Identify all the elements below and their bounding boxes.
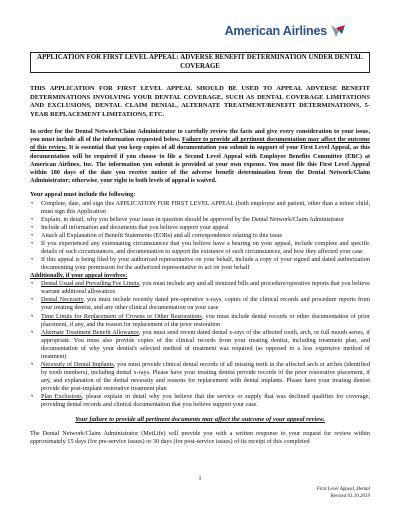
item-text: , you must include dental records or other documentation of prior placement, if any, and the reason for replacement of the prior restoration <box>41 312 370 328</box>
flight-symbol-icon <box>330 24 346 38</box>
item-term: Necessity of Dental Implants <box>41 360 114 368</box>
item-term: Alternate Treatment Benefit Allowance <box>41 328 140 336</box>
item-term: Time Limits for Replacement of Crowns or Other Restorations <box>41 312 202 320</box>
form-title-line-1: APPLICATION FOR FIRST LEVEL APPEAL: ADVERSE BENEFIT DETERMINATION UNDER DENTAL <box>37 54 363 61</box>
list-item <box>41 280 370 296</box>
footer-revision-date: Revised 01.10.2019 <box>330 493 370 499</box>
list-item: • If this appeal is being filed by your authorized representative on your behalf, include a copy of your signed and dated authorization documenting your permission for the authorized representative to act on your behalf <box>41 256 370 272</box>
footer-form-name: First Level Appeal, Dental <box>316 487 370 492</box>
item-text: , you must include any and all itemized bills and procedure/operative reports that you believe warrant additional allowances <box>41 280 370 296</box>
list-item: • Include all information and documents that you believe support your appeal <box>41 224 370 232</box>
intro-paragraph: THIS APPLICATION FOR FIRST LEVEL APPEAL SHOULD BE USED TO APPEAL ADVERSE BENEFIT DETERMINATIONS INVOLVING YOUR DENTAL COVERAGE, SUCH AS DENTAL COVERAGE LIMITATIONS AND EXCLUSIONS, DENTAL CLAIM DENIAL, ALTERNATE TREATMENT/BENEFIT DETERMINATIONS, 5-YEAR REPLACEMENT LIMITATIONS, ETC. <box>30 85 370 118</box>
american-airlines-logo <box>225 24 346 38</box>
list-item: • Complete, date, and sign this APPLICATION FOR FIRST LEVEL APPEAL (both employee and patient, other than a minor child, must sign this Application <box>41 200 370 216</box>
form-title-line-2: COVERAGE <box>180 62 220 70</box>
failure-warning: Your failure to provide all pertinent documents may affect the outcome of your appeal review. <box>75 416 325 424</box>
item-term: Dental Usual and Prevailing Fee Limits <box>41 280 140 288</box>
item-term: Plan Exclusions <box>41 393 82 401</box>
must-include-list <box>30 200 370 273</box>
instructions-paragraph <box>30 128 370 185</box>
list-item <box>41 361 370 393</box>
logo-text: American Airlines <box>224 24 327 38</box>
list-item <box>41 296 370 312</box>
item-text: , you must include recently dated pre-operative x-rays, copies of the clinical records and procedure reports from your treating dentist, and any other clinical documentation on your case <box>41 296 370 312</box>
page-number: 1 <box>198 476 202 482</box>
list-item <box>41 329 370 361</box>
additionally-list <box>30 280 370 409</box>
page-header <box>30 0 370 50</box>
list-item: • If you experienced any extenuating circumstances that you believe have a bearing on your appeal, include complete and specific details of such circumstances, and documentation to support the existence of such circumstances, and how they affected your case <box>41 240 370 256</box>
list-item: • Attach all Explanation of Benefit Statements (EOBs) and all correspondence relating to this issue <box>41 232 370 240</box>
instructions-part-1: In order for the Dental Network/Claim Administrator to carefully review the facts and give every consideration to your issue, you must include all of the information requested below. <box>30 128 370 144</box>
must-include-heading: Your appeal must include the following: <box>30 191 136 199</box>
list-item <box>41 393 370 409</box>
page-footer <box>317 487 370 500</box>
item-term: Dental Necessity <box>41 296 84 304</box>
instructions-part-3: . It is essential that you keep copies of all documentation you submit in support of your First Level Appeal, as this documentation will be required if you choose to file a Second Level Appeal with Employee Benefits Committee (EBC) at American Airlines, Inc. The information you submit is provided at your own expense. You must file this First Level Appeal within 180 days of the date you receive notice of the adverse benefit determination from the Dental Network/Claim Administrator; otherwise, your right to both levels of appeal is waived. <box>30 144 370 185</box>
form-title <box>30 52 370 73</box>
closing-paragraph: The Dental Network/Claim Administrator (MetLife) will provide you with a written response to your request for review within approximately 15 days (for pre-service issues) or 30 days (for post-service issues) of its receipt of this completed <box>30 430 370 446</box>
list-item <box>41 313 370 329</box>
item-text: , please explain in detail why you believe that the service or supply that was declined qualifies for coverage, providing dental records and clinical documentation that you believe support your case. <box>41 393 370 409</box>
additionally-heading: Additionally, if your appeal involves: <box>30 272 128 280</box>
item-text: , you must provide clinical dental records of all missing teeth in the affected arch or arches (identified by tooth numbers), including dental x-rays. Please have your treating dentist provide records of the prior restorative placement, if any, and explanation of the dental necessity and reasons for replacement with dental implants. Please have your treating dentist provide the post-implant restorative treatment plan <box>41 360 370 393</box>
instructions-warning-underlined: Failure to provide all pertinent documentation may affect the outcome of this review <box>30 136 370 152</box>
list-item: • Explain, in detail, why you believe your issue in question should be approved by the Dental Network/Claim Administrator <box>41 216 370 224</box>
item-text: , you must send recent dated dental x-rays of the affected tooth, arch, or full mouth series, if appropriate. You must also provide copies of the clinical records from your treating dentist, including treatment plan, and documentation of why your dentist's selected method of treatment was required (as opposed to a less expensive method of treatment) <box>41 328 370 360</box>
